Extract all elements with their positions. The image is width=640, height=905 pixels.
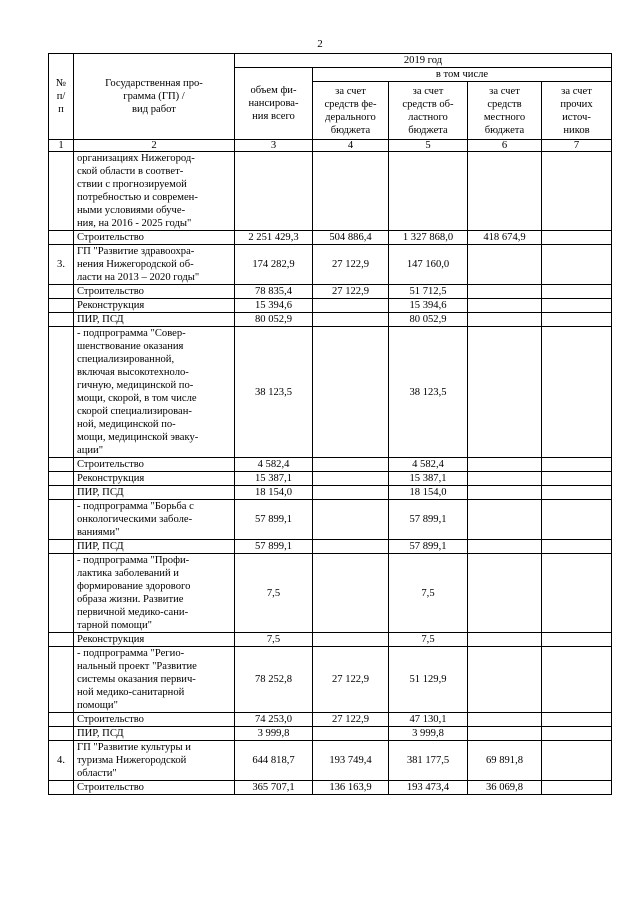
row-number: 3.: [49, 245, 74, 285]
row-federal: [313, 727, 389, 741]
row-number: [49, 781, 74, 795]
row-federal: [313, 313, 389, 327]
row-regional: 381 177,5: [389, 741, 468, 781]
row-number: [49, 633, 74, 647]
row-total: 4 582,4: [235, 458, 313, 472]
row-federal: [313, 486, 389, 500]
table-row: [49, 299, 612, 313]
row-name: Строительство: [74, 285, 235, 299]
table-row: [49, 741, 612, 781]
row-federal: [313, 554, 389, 633]
row-other: [542, 713, 612, 727]
row-regional: 51 129,9: [389, 647, 468, 713]
row-local: [468, 472, 542, 486]
row-regional: 193 473,4: [389, 781, 468, 795]
row-other: [542, 245, 612, 285]
row-regional: 38 123,5: [389, 327, 468, 458]
row-other: [542, 152, 612, 231]
column-number: 5: [389, 140, 468, 152]
row-federal: [313, 458, 389, 472]
row-other: [542, 540, 612, 554]
row-federal: [313, 152, 389, 231]
row-local: [468, 245, 542, 285]
row-regional: 51 712,5: [389, 285, 468, 299]
column-number: 7: [542, 140, 612, 152]
row-federal: [313, 500, 389, 540]
row-name: - подпрограмма "Профи- лактика заболеваний и формирование здорового образа жизни. Развитие первичной медико-сани- тарной помощи": [74, 554, 235, 633]
row-federal: 136 163,9: [313, 781, 389, 795]
row-total: 57 899,1: [235, 500, 313, 540]
column-number: 6: [468, 140, 542, 152]
row-regional: 15 394,6: [389, 299, 468, 313]
row-regional: 147 160,0: [389, 245, 468, 285]
row-federal: 504 886,4: [313, 231, 389, 245]
table-row: [49, 727, 612, 741]
row-number: [49, 458, 74, 472]
row-other: [542, 231, 612, 245]
row-federal: [313, 327, 389, 458]
table-row: [49, 313, 612, 327]
table-row: [49, 285, 612, 299]
header-regional: за счет средств об- ластного бюджета: [389, 82, 468, 140]
table-row: [49, 781, 612, 795]
row-number: [49, 500, 74, 540]
row-other: [542, 313, 612, 327]
page-number: 2: [317, 38, 323, 50]
row-number: [49, 313, 74, 327]
row-total: 80 052,9: [235, 313, 313, 327]
row-number: [49, 285, 74, 299]
row-federal: 27 122,9: [313, 285, 389, 299]
row-federal: 27 122,9: [313, 245, 389, 285]
row-regional: 80 052,9: [389, 313, 468, 327]
row-regional: 47 130,1: [389, 713, 468, 727]
row-local: [468, 299, 542, 313]
row-other: [542, 633, 612, 647]
row-regional: 57 899,1: [389, 540, 468, 554]
row-local: [468, 313, 542, 327]
row-federal: 193 749,4: [313, 741, 389, 781]
header-year: 2019 год: [235, 54, 612, 68]
table-row: [49, 458, 612, 472]
header-total: объем фи- нансирова- ния всего: [235, 68, 313, 140]
row-total: 78 835,4: [235, 285, 313, 299]
row-regional: 15 387,1: [389, 472, 468, 486]
row-total: 7,5: [235, 633, 313, 647]
row-regional: 4 582,4: [389, 458, 468, 472]
table-row: [49, 327, 612, 458]
row-number: 4.: [49, 741, 74, 781]
row-other: [542, 554, 612, 633]
column-number-row: [49, 140, 612, 152]
row-federal: 27 122,9: [313, 713, 389, 727]
row-number: [49, 472, 74, 486]
row-local: [468, 633, 542, 647]
row-name: организациях Нижегород- ской области в соответ- ствии с прогнозируемой потребностью и современ- ными условиями обуче- ния, на 2016 - 2025 годы": [74, 152, 235, 231]
row-number: [49, 647, 74, 713]
table-row: [49, 540, 612, 554]
table-row: [49, 472, 612, 486]
row-other: [542, 500, 612, 540]
row-name: Реконструкция: [74, 633, 235, 647]
table-row: [49, 554, 612, 633]
table-row: [49, 152, 612, 231]
row-name: Строительство: [74, 713, 235, 727]
row-local: 36 069,8: [468, 781, 542, 795]
header-local: за счет средств местного бюджета: [468, 82, 542, 140]
row-regional: 7,5: [389, 633, 468, 647]
row-number: [49, 231, 74, 245]
row-name: ПИР, ПСД: [74, 727, 235, 741]
row-local: [468, 713, 542, 727]
row-number: [49, 486, 74, 500]
row-other: [542, 727, 612, 741]
row-total: 15 394,6: [235, 299, 313, 313]
header-num: № п/ п: [49, 54, 74, 140]
column-number: 1: [49, 140, 74, 152]
row-total: 3 999,8: [235, 727, 313, 741]
row-name: - подпрограмма "Регио- нальный проект "Развитие системы оказания первич- ной медико-санитарной помощи": [74, 647, 235, 713]
row-name: - подпрограмма "Совер- шенствование оказания специализированной, включая высокотехноло- гичную, медицинской по- мощи, скорой, в том числе скорой специализирован- ной, медицинской по- мощи, медицинской эваку- ации": [74, 327, 235, 458]
row-other: [542, 781, 612, 795]
row-regional: 7,5: [389, 554, 468, 633]
row-federal: [313, 472, 389, 486]
row-regional: 57 899,1: [389, 500, 468, 540]
row-name: ГП "Развитие здравоохра- нения Нижегородской об- ласти на 2013 – 2020 годы": [74, 245, 235, 285]
row-regional: [389, 152, 468, 231]
row-name: ПИР, ПСД: [74, 313, 235, 327]
row-total: 57 899,1: [235, 540, 313, 554]
row-local: [468, 458, 542, 472]
row-local: [468, 486, 542, 500]
row-name: Строительство: [74, 458, 235, 472]
row-local: [468, 647, 542, 713]
header-federal: за счет средств фе- дерального бюджета: [313, 82, 389, 140]
row-number: [49, 152, 74, 231]
row-other: [542, 458, 612, 472]
row-other: [542, 472, 612, 486]
row-total: 38 123,5: [235, 327, 313, 458]
row-total: 74 253,0: [235, 713, 313, 727]
row-number: [49, 299, 74, 313]
row-other: [542, 647, 612, 713]
row-federal: [313, 299, 389, 313]
table-row: [49, 647, 612, 713]
row-other: [542, 486, 612, 500]
row-name: ГП "Развитие культуры и туризма Нижегородской области": [74, 741, 235, 781]
row-name: Реконструкция: [74, 299, 235, 313]
row-local: 418 674,9: [468, 231, 542, 245]
row-local: [468, 554, 542, 633]
row-local: [468, 540, 542, 554]
row-local: [468, 152, 542, 231]
row-local: 69 891,8: [468, 741, 542, 781]
row-name: ПИР, ПСД: [74, 540, 235, 554]
row-total: 78 252,8: [235, 647, 313, 713]
row-local: [468, 727, 542, 741]
table-row: [49, 500, 612, 540]
row-other: [542, 299, 612, 313]
table-row: [49, 633, 612, 647]
row-number: [49, 713, 74, 727]
row-local: [468, 327, 542, 458]
row-number: [49, 540, 74, 554]
row-total: [235, 152, 313, 231]
row-name: ПИР, ПСД: [74, 486, 235, 500]
row-total: 174 282,9: [235, 245, 313, 285]
column-number: 4: [313, 140, 389, 152]
row-regional: 1 327 868,0: [389, 231, 468, 245]
header-including: в том числе: [313, 68, 612, 82]
header-other: за счет прочих источ- ников: [542, 82, 612, 140]
header-program: Государственная про- грамма (ГП) / вид работ: [74, 54, 235, 140]
row-local: [468, 500, 542, 540]
row-total: 365 707,1: [235, 781, 313, 795]
row-federal: [313, 540, 389, 554]
table-row: [49, 713, 612, 727]
row-regional: 3 999,8: [389, 727, 468, 741]
row-other: [542, 285, 612, 299]
row-total: 644 818,7: [235, 741, 313, 781]
row-name: - подпрограмма "Борьба с онкологическими заболе- ваниями": [74, 500, 235, 540]
row-number: [49, 327, 74, 458]
row-name: Строительство: [74, 231, 235, 245]
table-row: [49, 486, 612, 500]
row-local: [468, 285, 542, 299]
column-number: 2: [74, 140, 235, 152]
row-total: 2 251 429,3: [235, 231, 313, 245]
row-other: [542, 741, 612, 781]
row-regional: 18 154,0: [389, 486, 468, 500]
row-total: 15 387,1: [235, 472, 313, 486]
row-total: 18 154,0: [235, 486, 313, 500]
column-number: 3: [235, 140, 313, 152]
table-row: [49, 245, 612, 285]
row-number: [49, 727, 74, 741]
row-name: Реконструкция: [74, 472, 235, 486]
row-federal: 27 122,9: [313, 647, 389, 713]
row-total: 7,5: [235, 554, 313, 633]
financing-table: [48, 53, 612, 795]
row-number: [49, 554, 74, 633]
row-name: Строительство: [74, 781, 235, 795]
row-other: [542, 327, 612, 458]
row-federal: [313, 633, 389, 647]
table-row: [49, 231, 612, 245]
